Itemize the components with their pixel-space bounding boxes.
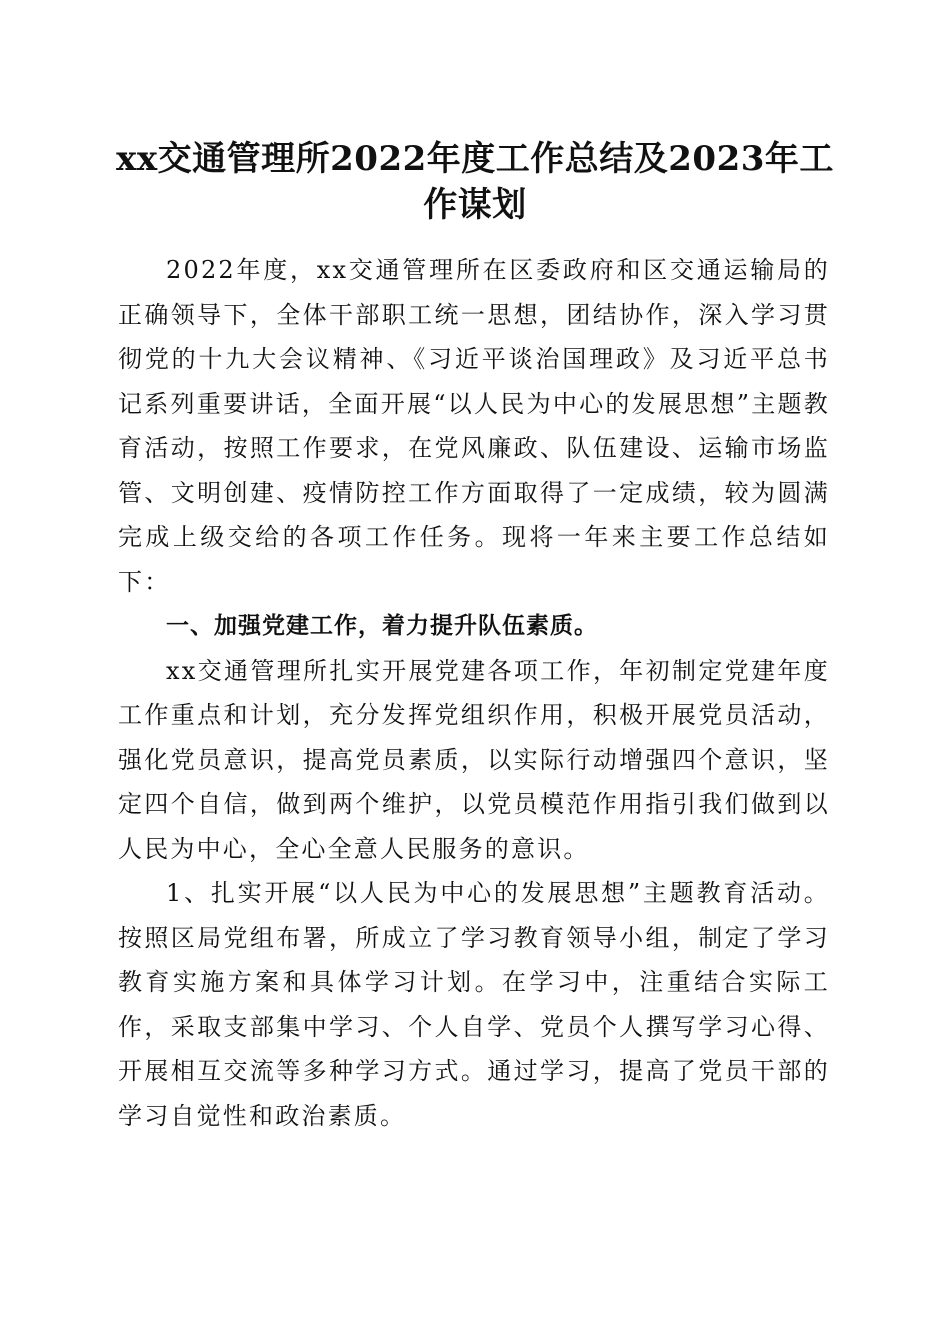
education-activity-paragraph: 1、扎实开展“以人民为中心的发展思想”主题教育活动。按照区局党组布署，所成立了学习教育领导小组，制定了学习教育实施方案和具体学习计划。在学习中，注重结合实际工作，采取支部集中学习、个人自学、党员个人撰写学习心得、开展相互交流等多种学习方式。通过学习，提高了党员干部的学习自觉性和政治素质。 (118, 879, 830, 1130)
intro-paragraph: 2022年度，xx交通管理所在区委政府和区交通运输局的正确领导下，全体干部职工统一思想，团结协作，深入学习贯彻党的十九大会议精神、《习近平谈治国理政》及习近平总书记系列重要讲话，全面开展“以人民为中心的发展思想”主题教育活动，按照工作要求，在党风廉政、队伍建设、运输市场监管、文明创建、疫情防控工作方面取得了一定成绩，较为圆满完成上级交给的各项工作任务。现将一年来主要工作总结如下： (118, 256, 830, 596)
section-heading: 一、加强党建工作，着力提升队伍素质。 (166, 613, 598, 639)
document-title: xx交通管理所2022年度工作总结及2023年工作谋划 (116, 139, 834, 225)
party-building-paragraph: xx交通管理所扎实开展党建各项工作，年初制定党建年度工作重点和计划，充分发挥党组织作用，积极开展党员活动，强化党员意识，提高党员素质，以实际行动增强四个意识，坚定四个自信，做到两个维护，以党员模范作用指引我们做到以人民为中心，全心全意人民服务的意识。 (118, 656, 830, 863)
document-body (118, 248, 830, 1138)
